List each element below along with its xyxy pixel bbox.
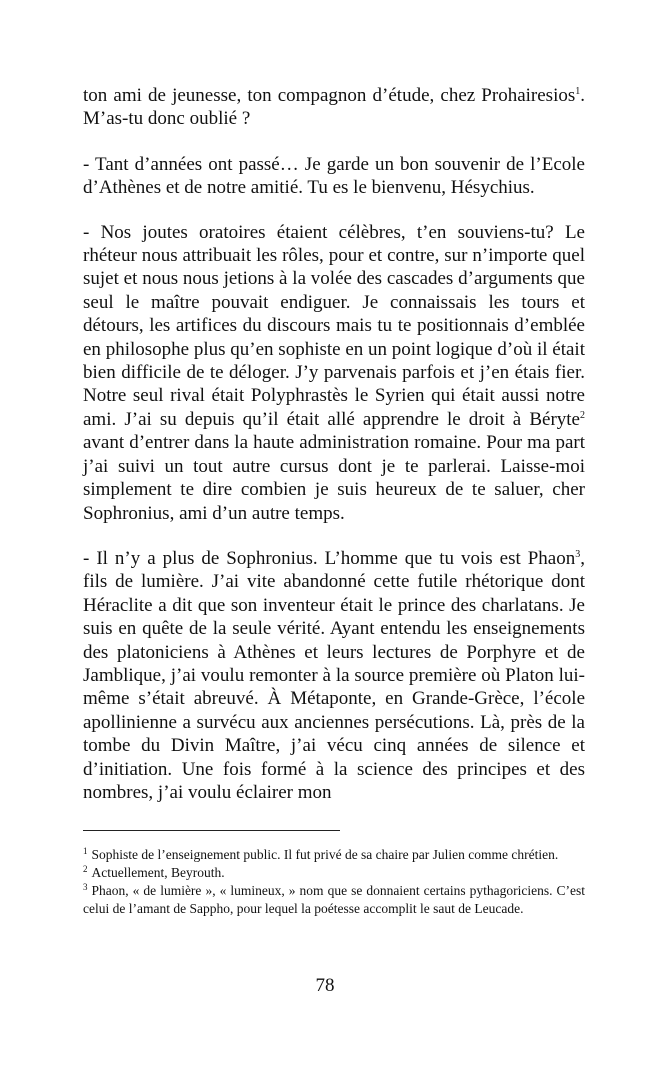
footnote-separator	[83, 830, 340, 831]
main-text	[83, 84, 585, 826]
page-number: 78	[315, 975, 335, 996]
paragraph	[83, 547, 585, 804]
footnotes	[83, 846, 585, 918]
text-run: - Il n’y a plus de Sophronius. L’homme que tu vois est Phaon	[83, 547, 576, 569]
footnote-text: Sophiste de l’enseignement public. Il fut privé de sa chaire par Julien comme chrétien.	[91, 847, 559, 862]
footnote-text: Actuellement, Beyrouth.	[91, 865, 225, 880]
footnote-mark: 3	[83, 882, 88, 892]
text-run: - Nos joutes oratoires étaient célèbres, t’en souviens-tu? Le rhéteur nous attribuait les rôles, pour et contre, sur n’importe quel sujet et nous nous jetions à la volée des cascades d’arguments que seul le maître pouvait endiguer. Je connaissais les tours et détours, les artifices du discours mais tu te positionnais d’emblée en philosophe plus qu’en sophiste en un point logique d’où il était bien difficile de te déloger. J’y parvenais parfois et j’en étais fier. Notre seul rival était Polyphrastès le Syrien qui était aussi notre ami. J’ai su depuis qu’il était allé apprendre le droit à Béryte	[83, 221, 585, 430]
paragraph	[83, 153, 585, 200]
paragraph	[83, 84, 585, 131]
footnote	[83, 882, 585, 918]
footnote-ref: 3	[575, 548, 581, 560]
footnote-mark: 2	[83, 864, 88, 874]
text-run: - Tant d’années ont passé… Je garde un bon souvenir de l’Ecole d’Athènes et de notre amitié. Tu es le bienvenu, Hésychius.	[83, 153, 585, 199]
footnote-ref: 1	[575, 86, 581, 97]
text-run: ton ami de jeunesse, ton compagnon d’étude, chez Prohairesios	[83, 85, 576, 106]
footnote-mark: 1	[83, 846, 88, 856]
footnote	[83, 846, 585, 864]
text-run: . M’as-tu donc oublié ?	[83, 85, 585, 130]
footnote-ref: 2	[580, 409, 585, 421]
text-run: avant d’entrer dans la haute administration romaine. Pour ma part j’ai suivi un tout autre cursus dont je te parlerai. Laisse-moi simplement te dire combien je suis heureux de te saluer, cher Sophronius, ami d’un autre temps.	[83, 432, 585, 524]
footnote	[83, 864, 585, 882]
footnote-text: Phaon, « de lumière », « lumineux, » nom que se donnaient certains pythagoriciens. C’est celui de l’amant de Sappho, pour lequel la poétesse accomplit le saut de Leucade.	[83, 883, 585, 916]
text-run: , fils de lumière. J’ai vite abandonné cette futile rhétorique dont Héraclite a dit que son inventeur était le prince des charlatans. Je suis en quête de la seule vérité. Ayant entendu les enseignements des platoniciens à Athènes et leurs lectures de Porphyre et de Jamblique, j’ai voulu remonter à la source première où Platon lui-même s’était abreuvé. À Métaponte, en Grande-Grèce, l’école apollinienne a survécu aux anciennes persécutions. Là, près de la tombe du Divin Maître, j’ai vécu cinq années de silence et d’initiation. Une fois formé à la science des principes et des nombres, j’ai voulu éclairer mon	[83, 547, 585, 803]
paragraph	[83, 221, 585, 525]
